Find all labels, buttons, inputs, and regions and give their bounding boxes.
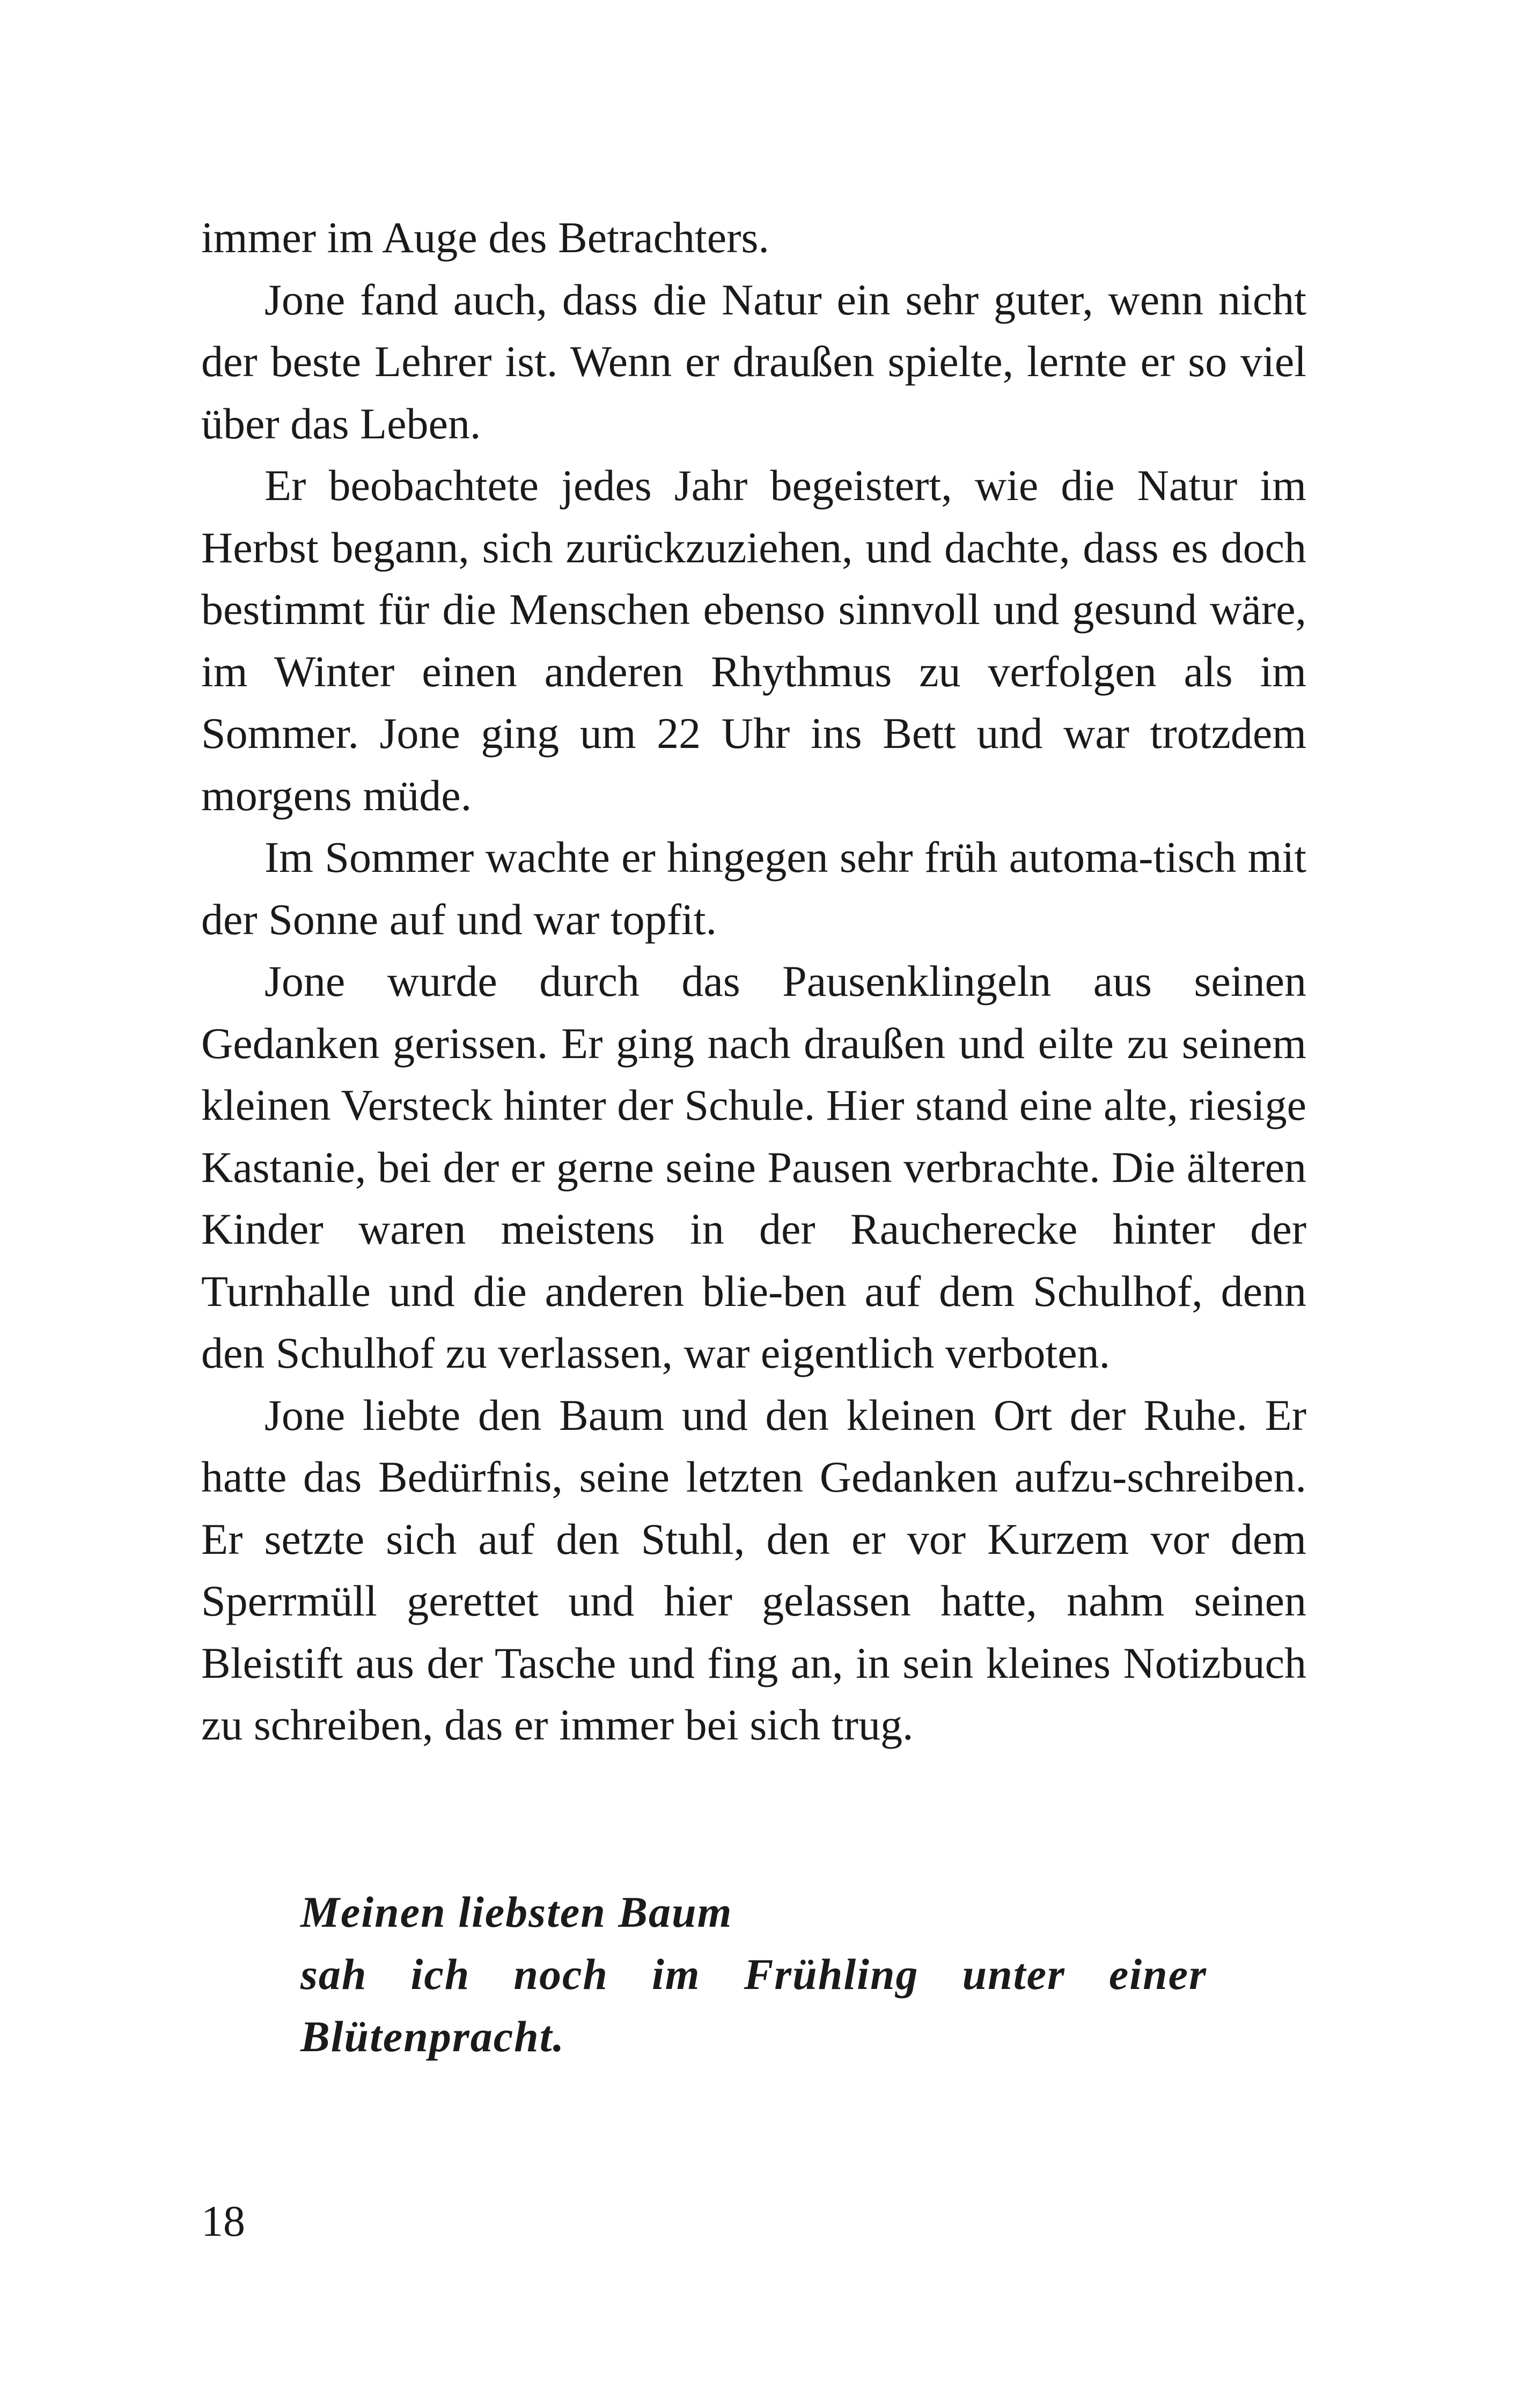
text-line: eine alte, riesige Kastanie, bei der er gerne seine Pausen — [201, 1081, 1306, 1192]
text-line: es doch bestimmt für die Menschen ebenso sinnvoll und — [201, 523, 1307, 634]
text-line: Jone liebte den Baum und den kleinen Ort der Ruhe. — [264, 1390, 1247, 1440]
paragraph — [201, 1384, 1306, 1756]
paragraph — [201, 950, 1306, 1384]
text-line: war eigentlich verboten. — [684, 1328, 1111, 1377]
paragraph — [201, 269, 1306, 455]
text-line: verbrachte. Die älteren Kinder waren meistens in der — [201, 1142, 1306, 1253]
text-line: Gedanken gerissen. Er ging nach draußen und eilte zu — [201, 1018, 1169, 1068]
paragraph — [201, 826, 1306, 950]
text-line: Im Sommer wachte er hingegen sehr früh automa- — [264, 833, 1153, 882]
poem-line: sah ich noch im Frühling unter einer — [300, 1950, 1207, 1999]
text-line: Jone wurde durch das Pausenklingeln aus seinen — [264, 957, 1306, 1005]
text-line: vor dem Sperrmüll gerettet und hier gelassen hatte, nahm — [201, 1514, 1307, 1625]
page-number: 18 — [201, 2197, 245, 2245]
text-line: seinem kleinen Versteck hinter der Schule. Hier stand — [201, 1018, 1306, 1129]
text-line: schreiben. Er setzte sich auf den Stuhl, den er vor Kurzem — [201, 1452, 1306, 1563]
text-line: und war trotzdem morgens müde. — [201, 709, 1306, 820]
poem — [300, 1881, 1207, 2068]
text-line: ben auf dem Schulhof, denn den Schulhof zu verlassen, — [201, 1266, 1307, 1377]
text-line: tisch mit der Sonne auf und war topfit. — [201, 833, 1307, 944]
text-line: Raucherecke hinter der Turnhalle und die anderen blie- — [201, 1205, 1306, 1316]
text-line: er so viel über das Leben. — [201, 337, 1307, 448]
text-line: Herbst begann, sich zurückzuziehen, und dachte, dass — [201, 523, 1159, 572]
text-line: Er beobachtete jedes Jahr begeistert, wie die Natur im — [264, 461, 1306, 510]
text-line: seinen Bleistift aus der Tasche und fing an, in sein kleines — [201, 1576, 1307, 1687]
text-line: verfolgen als im Sommer. Jone ging um 22 Uhr ins Bett — [201, 647, 1307, 758]
text-line: nicht der beste Lehrer ist. Wenn er draußen spielte, lernte — [201, 275, 1306, 386]
poem-line: Blütenpracht. — [300, 2012, 565, 2061]
body-text — [201, 207, 1306, 1756]
poem-line: Meinen liebsten Baum — [300, 1888, 733, 1936]
text-line: immer im Auge des Betrachters. — [201, 213, 769, 262]
paragraph — [201, 454, 1306, 826]
text-line: Notizbuch zu schreiben, das er immer bei sich trug. — [201, 1638, 1307, 1749]
text-line: gesund wäre, im Winter einen anderen Rhythmus zu — [201, 585, 1307, 696]
paragraph — [201, 207, 1306, 269]
text-line: Er hatte das Bedürfnis, seine letzten Gedanken aufzu- — [201, 1390, 1307, 1501]
text-line: Jone fand auch, dass die Natur ein sehr guter, wenn — [264, 275, 1204, 324]
